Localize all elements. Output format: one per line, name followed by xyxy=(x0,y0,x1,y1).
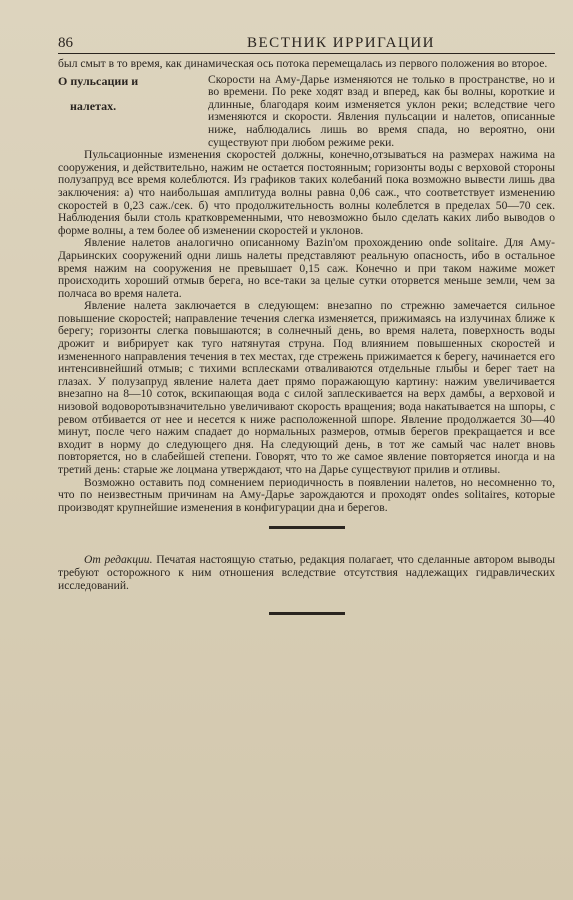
section-first-paragraph: Скорости на Аму-Дарье изменяются не только в пространстве, но и во времени. По реке ходят взад и вперед, как бы волны, короткие и длинные, благодаря коим изменяется уклон реки; вследствие чего изменяются и скорости. Явления пульсации и налетов, описанные ниже, наблюдались лишь во время спада, но вероятно, они существуют при любом режиме реки. xyxy=(208,72,555,149)
page-header xyxy=(58,30,555,54)
page-number: 86 xyxy=(58,35,73,51)
paragraph-surge-description: Явление налета заключается в следующем: внезапно по стрежню замечается сильное повышение скоростей; направление течения слегка изменяется, прижимаясь на излучинах ближе к берегу; горизонты слегка повышаются; в солнечный день, во время налета, поверхность воды дрожит и вибрирует как туго натянутая струна. Под влиянием повышенных скоростей и измененного направления течения в тех местах, где стрежень прижимается к берегу, начинается его интенсивнейший отмыв; с тихими всплесками отваливаются отдельные глыбы и берег тает на глазах. У полузапруд явление налета дает прямо поражающую картину: нажим увеличивается внезапно на 8—10 соток, вскипающая вода с силой заплескивается на верх дамбы, а верховой и низовой водоворотывзначительно увеличивают скорость вращения; вода накатывается на шпоры, с ревом отбивается от нее и несется к ниже расположенной шпоре. Явление продолжается 30—40 минут, после чего нажим спадает до нормальных размеров, отмыв берегов прекращается и все входит в норму до следующего дня. На следующий день, в тот же самый час налет вновь повторяется, но в слабейшей степени. Говорят, что то же самое явление повторяется иногда и на третий день: старые же лоцмана утверждают, что на Дарье существуют прилив и отливы. xyxy=(58,299,555,476)
paragraph-pulsation-changes: Пульсационные изменения скоростей должны, конечно,отзываться на размерах нажима на сооружения, и действительно, нажим не остается постоянным; горизонты воды с верховой стороны полузапруд все время колеблются. Из графиков таких колебаний пока возможно вывести лишь два заключения: а) что наибольшая амплитуда волны равна 0,06 саж., что соответствует изменению скоростей в 0,23 саж./сек. б) что продолжительность волны колеблется в пределах 50—70 сек. Наблюдения были столь кратковременными, что невозможно было сделать каких либо выводов о форме волны, а тем более об изменении скоростей и уклонов. xyxy=(58,148,555,237)
section-heading xyxy=(58,74,208,150)
paragraph-conclusion: Возможно оставить под сомнением периодичность в появлении налетов, но несомненно то, что по неизвестным причинам на Аму-Дарье зарождаются и проходят ondes solitaires, которые производят крупнейшие изменения в конфигурации дна и берегов. xyxy=(58,475,555,514)
lead-paragraph: был смыт в то время, как динамическая ось потока перемещалась из первого положения во второе. xyxy=(58,57,548,70)
section-pulsation xyxy=(58,74,555,150)
paragraph-surges: Явление налетов аналогично описанному Bazin'ом прохождению onde solitaire. Для Аму-Дарьинских сооружений одни лишь налеты представляют реальную опасность, ибо в остальное время нажим на сооружения не превышает 0,15 саж. Конечно и при таком нажиме может происходить хороший отмыв берега, но все-таки за целые сутки оторвется меньше земли, чем за полчаса во время налета. xyxy=(58,236,555,300)
editorial-note-label: От редакции. xyxy=(84,553,153,567)
journal-title: ВЕСТНИК ИРРИГАЦИИ xyxy=(247,35,435,51)
article-body xyxy=(58,58,555,514)
section-divider xyxy=(269,526,345,529)
section-heading-line1: О пульсации и xyxy=(58,73,139,88)
editorial-note xyxy=(58,553,555,592)
editorial-note-text: Печатая настоящую статью, редакция полагает, что сделанные автором выводы требуют осторожного к ним отношения вследствие отсутствия надлежащих гидравлических исследований. xyxy=(58,553,555,593)
section-heading-line2: налетах. xyxy=(70,98,117,113)
end-divider xyxy=(269,612,345,615)
